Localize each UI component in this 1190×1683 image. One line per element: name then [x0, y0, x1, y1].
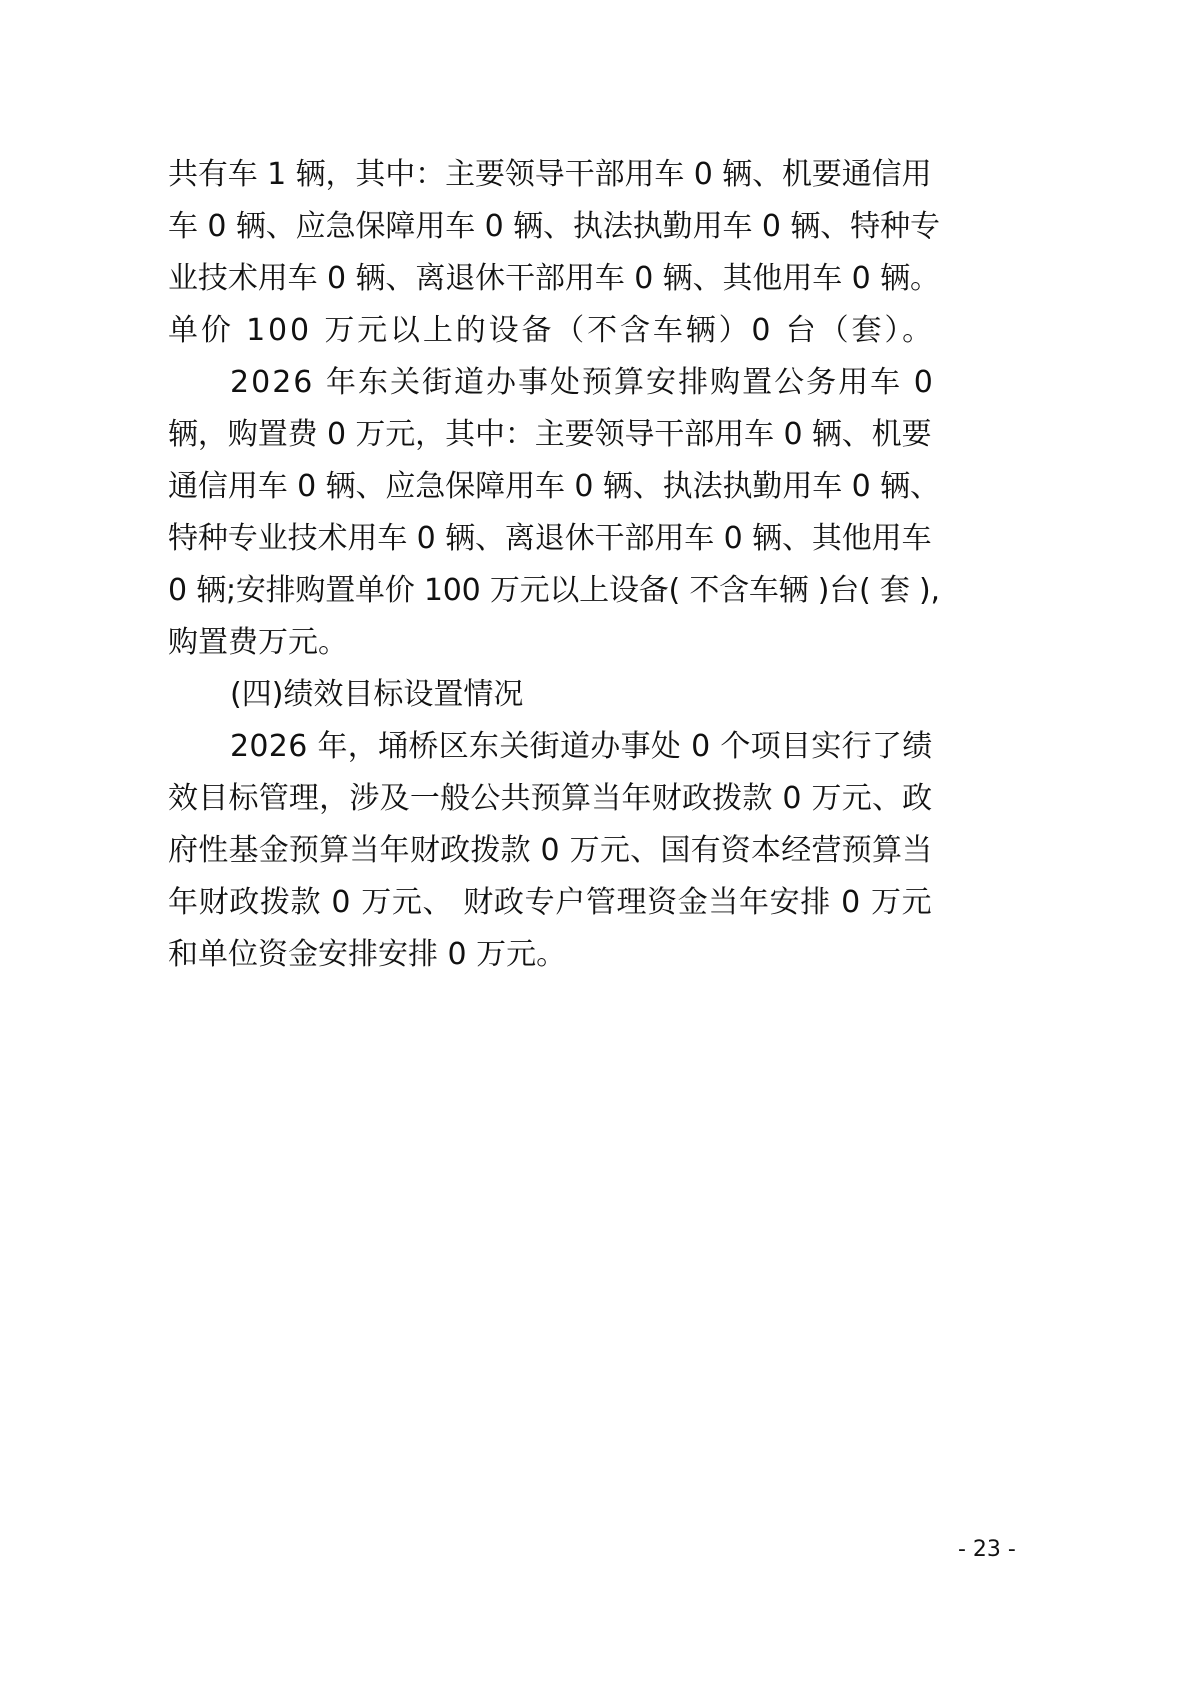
text-line: 业技术用车 0 辆、离退休干部用车 0 辆、其他用车 0 辆。	[168, 261, 940, 296]
paragraph-3-line-5	[0, 935, 1190, 975]
paragraph-2-line-5	[0, 571, 1190, 611]
paragraph-2-line-4	[0, 519, 1190, 559]
paragraph-3-line-4	[0, 883, 1190, 923]
paragraph-1-line-2	[0, 207, 1190, 247]
section-heading: (四)绩效目标设置情况	[230, 677, 524, 712]
text-line: 辆，购置费 0 万元，其中：主要领导干部用车 0 辆、机要	[168, 417, 932, 452]
text-line: 效目标管理，涉及一般公共预算当年财政拨款 0 万元、政	[168, 781, 933, 816]
paragraph-1-line-4	[0, 311, 1190, 351]
paragraph-3-line-2	[0, 779, 1190, 819]
text-line: 和单位资金安排安排 0 万元。	[168, 937, 567, 972]
text-line: 购置费万元。	[168, 625, 348, 660]
paragraph-3-line-3	[0, 831, 1190, 871]
text-line: 2026 年东关街道办事处预算安排购置公务用车 0	[230, 365, 935, 400]
paragraph-2-line-2	[0, 415, 1190, 455]
paragraph-1-line-3	[0, 259, 1190, 299]
section-heading-line	[0, 675, 1190, 715]
text-line: 特种专业技术用车 0 辆、离退休干部用车 0 辆、其他用车	[168, 521, 932, 556]
paragraph-2-line-1	[0, 363, 1190, 403]
text-line: 通信用车 0 辆、应急保障用车 0 辆、执法执勤用车 0 辆、	[168, 469, 940, 504]
paragraph-1-line-1	[0, 155, 1190, 195]
text-line: 0 辆;安排购置单价 100 万元以上设备( 不含车辆 )台( 套 ),	[168, 573, 940, 608]
text-line: 年财政拨款 0 万元、 财政专户管理资金当年安排 0 万元	[168, 885, 933, 920]
text-line: 单价 100 万元以上的设备（不含车辆）0 台（套）。	[168, 313, 936, 348]
paragraph-2-line-6	[0, 623, 1190, 663]
text-line: 车 0 辆、应急保障用车 0 辆、执法执勤用车 0 辆、特种专	[168, 209, 940, 244]
text-line: 府性基金预算当年财政拨款 0 万元、国有资本经营预算当	[168, 833, 933, 868]
paragraph-2-line-3	[0, 467, 1190, 507]
page-number: - 23 -	[958, 1537, 1016, 1562]
text-line: 共有车 1 辆，其中：主要领导干部用车 0 辆、机要通信用	[168, 157, 932, 192]
text-line: 2026 年，埇桥区东关街道办事处 0 个项目实行了绩	[230, 729, 933, 764]
paragraph-3-line-1	[0, 727, 1190, 767]
